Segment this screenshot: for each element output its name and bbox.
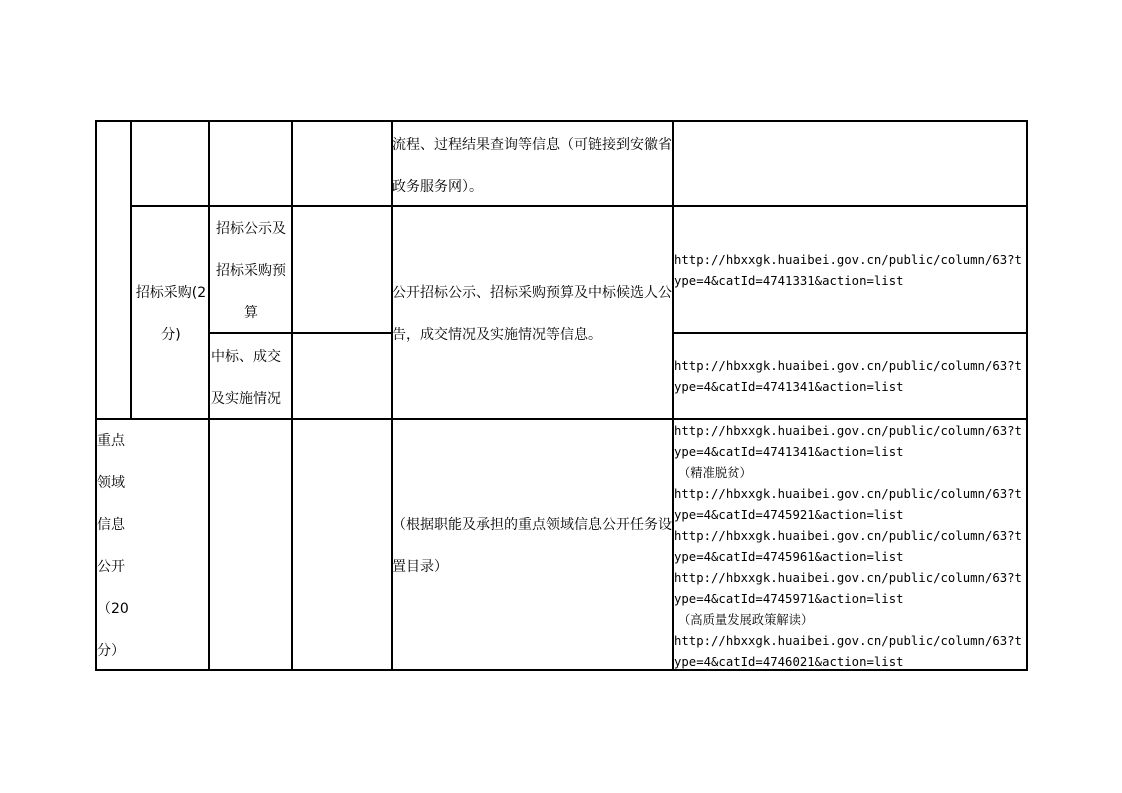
hline-row2-left [208,332,393,334]
vline-col2 [208,120,210,671]
top-row-description: 流程、过程结果查询等信息（可链接到安徽省政务服务网）。 [392,137,672,195]
procurement-category-text: 招标采购(2分) [135,285,207,343]
key-areas-label-development: （高质量发展政策解读） [678,613,814,627]
procurement-sub1: 招标公示及招标采购预算 [216,221,286,321]
key-areas-link-1[interactable]: http://hbxxgk.huaibei.gov.cn/public/column/63?type=4&catId=4741341&action=list [674,424,1022,459]
procurement-sub2: 中标、成交及实施情况 [211,349,281,407]
vline-col3 [291,120,293,671]
table-border-top [95,120,1028,122]
table-border-right [1026,120,1028,671]
procurement-link-2[interactable]: http://hbxxgk.huaibei.gov.cn/public/column/63?type=4&catId=4741341&action=list [674,359,1022,394]
key-areas-label-poverty: （精准脱贫） [678,466,752,480]
key-areas-link-2[interactable]: http://hbxxgk.huaibei.gov.cn/public/column/63?type=4&catId=4745921&action=list [674,487,1022,522]
vline-col1 [130,120,132,420]
procurement-category [131,272,211,356]
key-areas-link-3[interactable]: http://hbxxgk.huaibei.gov.cn/public/column/63?type=4&catId=4745961&action=list [674,529,1022,564]
procurement-link-1[interactable]: http://hbxxgk.huaibei.gov.cn/public/column/63?type=4&catId=4741331&action=list [674,253,1022,288]
key-areas-link-4[interactable]: http://hbxxgk.huaibei.gov.cn/public/column/63?type=4&catId=4745971&action=list [674,571,1022,606]
hline-row2-right [672,332,1028,334]
key-areas-description: （根据职能及承担的重点领域信息公开任务设置目录） [392,517,672,575]
key-areas-links [674,421,1026,673]
key-areas-link-5[interactable]: http://hbxxgk.huaibei.gov.cn/public/column/63?type=4&catId=4746021&action=list [674,634,1022,669]
procurement-description: 公开招标公示、招标采购预算及中标候选人公告，成交情况及实施情况等信息。 [392,285,672,343]
key-areas-category: 重点领域信息公开（20分） [97,433,129,659]
